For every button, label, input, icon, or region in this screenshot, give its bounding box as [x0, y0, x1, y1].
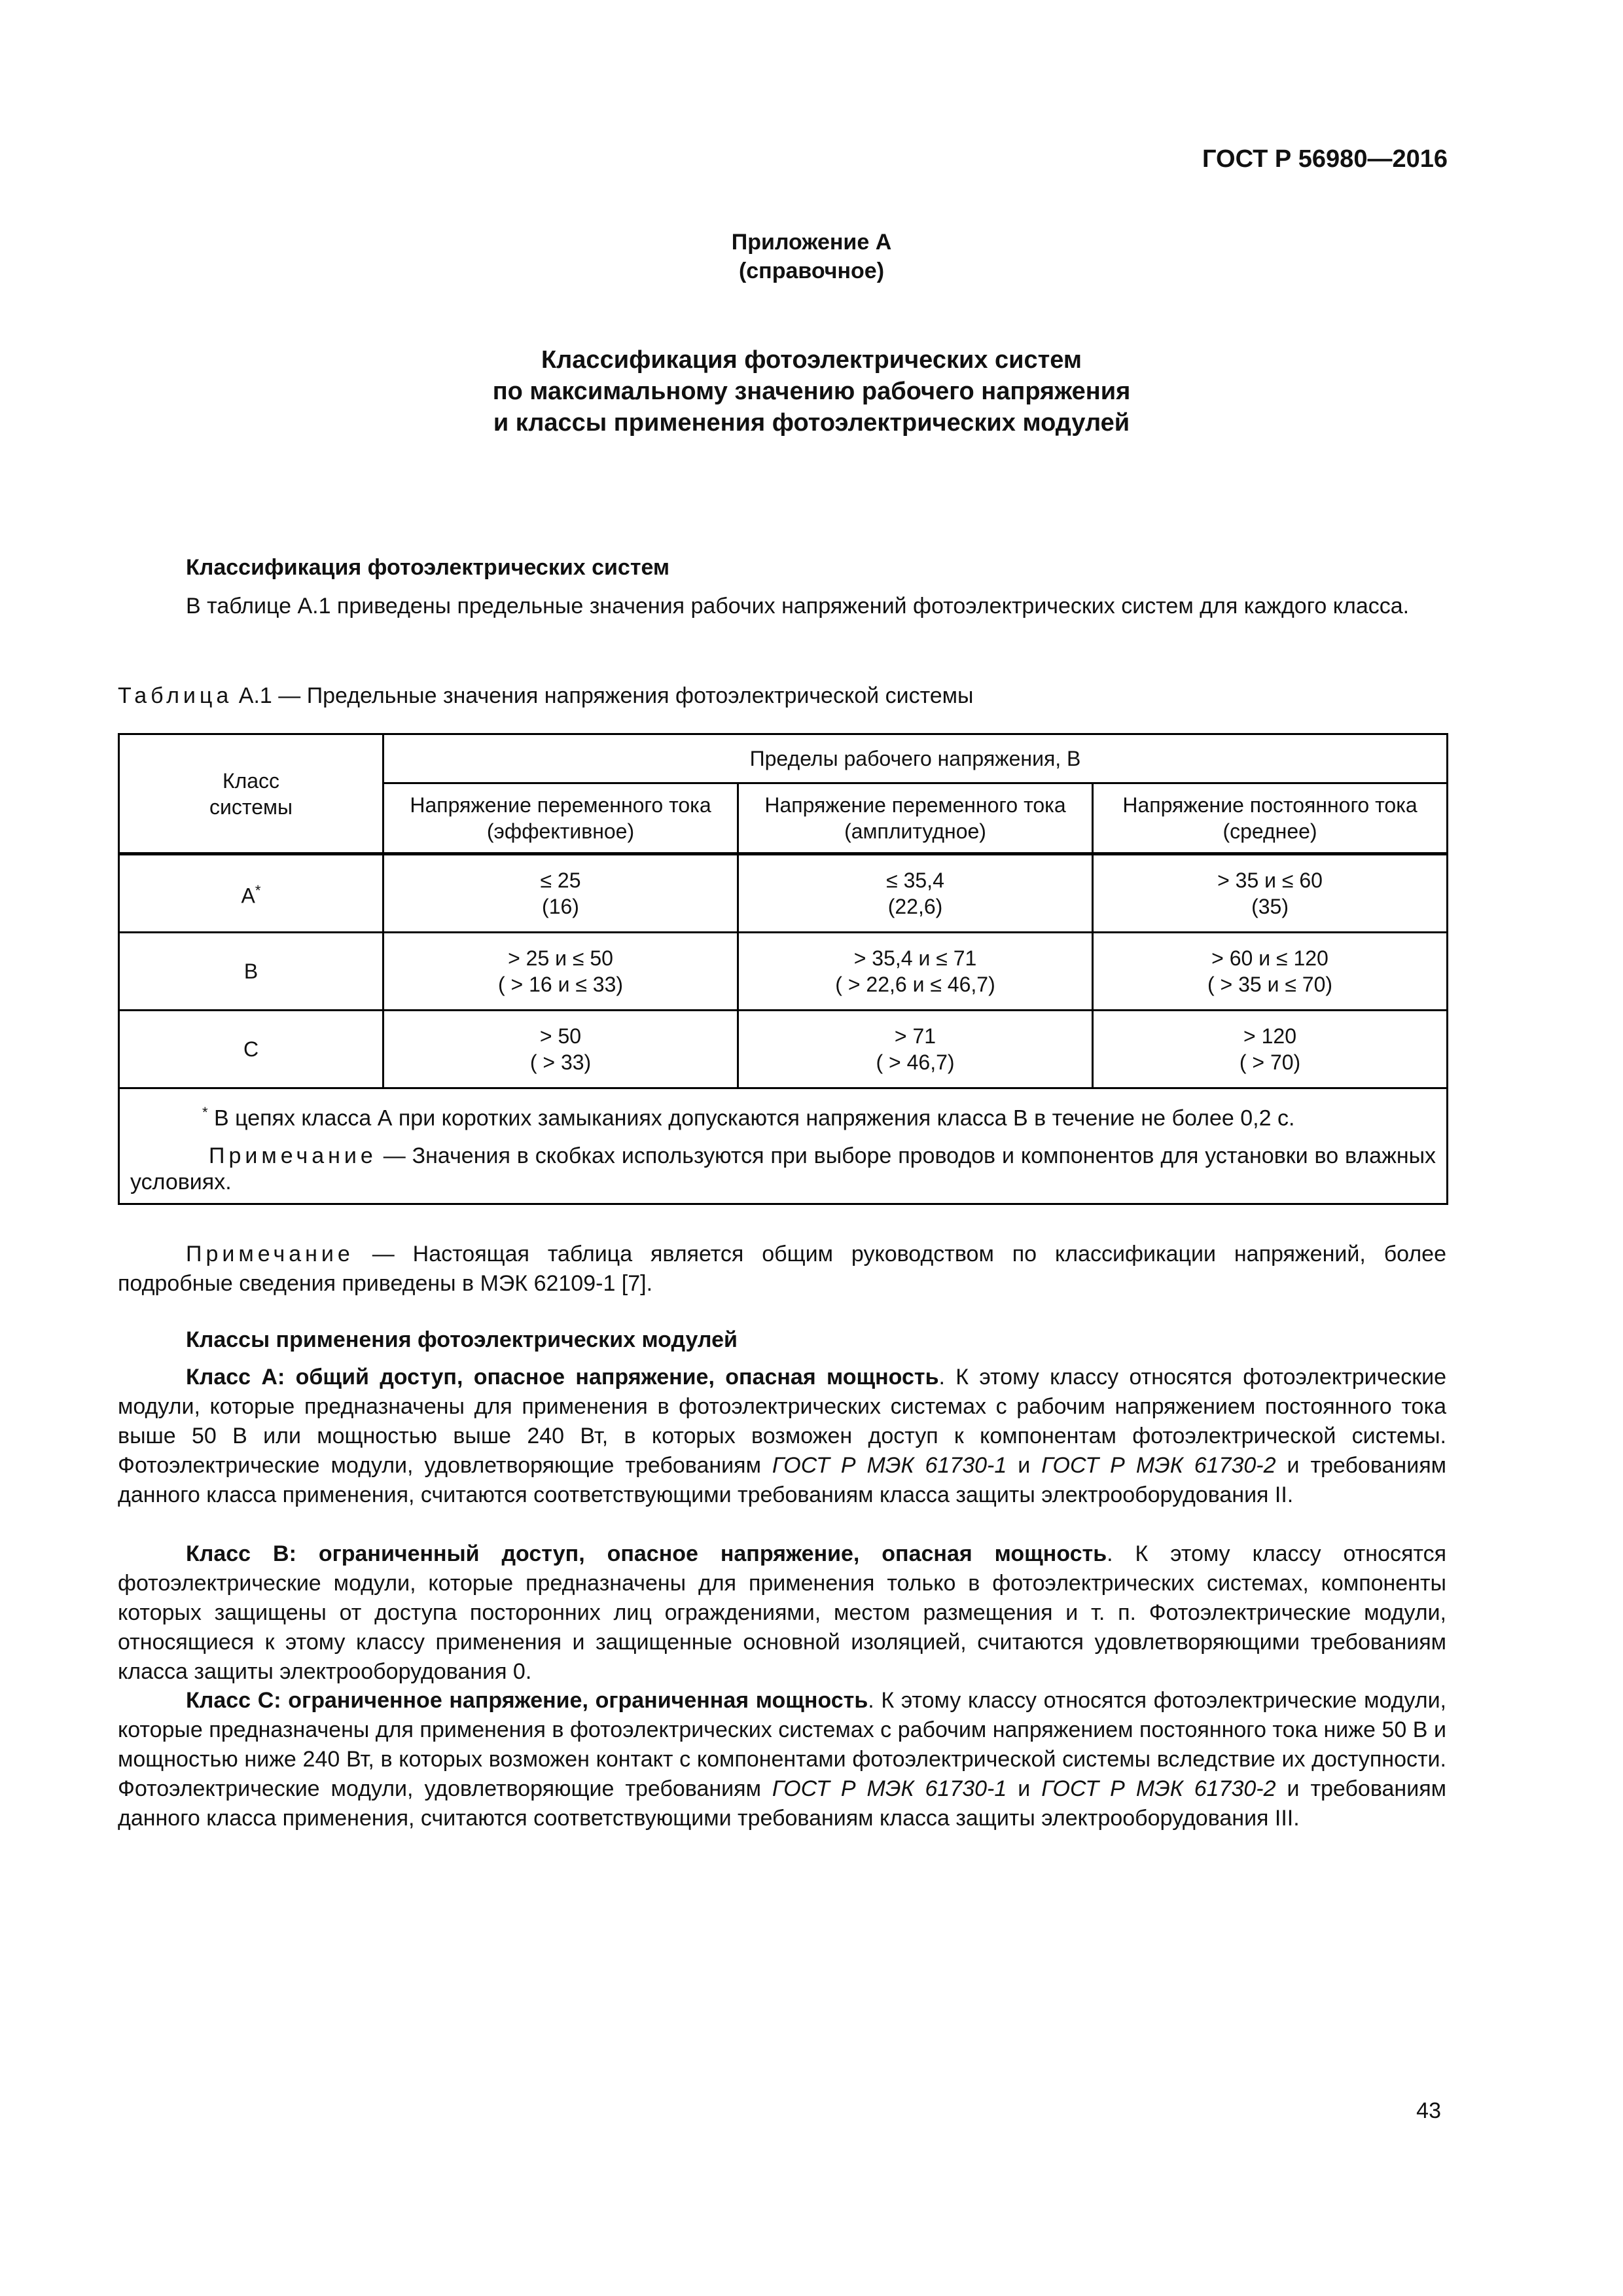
- class-cell: B: [119, 933, 383, 1011]
- subheader-ac-rms: Напряжение переменного тока (эффективное): [383, 783, 738, 854]
- appendix-title: [118, 344, 1505, 439]
- table-row: [119, 854, 1448, 933]
- table-footer-row: [119, 1088, 1448, 1204]
- page-number: 43: [1416, 2098, 1441, 2123]
- value-cell: > 35 и ≤ 60 (35): [1093, 854, 1448, 933]
- value-cell: > 71 ( > 46,7): [738, 1011, 1093, 1088]
- general-note: Примечание — Настоящая таблица является общим руководством по классификации напряжений, более подробные сведения приведены в МЭК 62109-1 [7].: [118, 1242, 1446, 1296]
- value-cell: > 35,4 и ≤ 71 ( > 22,6 и ≤ 46,7): [738, 933, 1093, 1011]
- value-cell: > 50 ( > 33): [383, 1011, 738, 1088]
- value-cell: > 120 ( > 70): [1093, 1011, 1448, 1088]
- class-cell: A*: [119, 854, 383, 933]
- title-line-1: Классификация фотоэлектрических систем: [541, 346, 1082, 374]
- section-heading-modules: Классы применения фотоэлектрических модулей: [186, 1327, 738, 1352]
- table-caption-word: Таблица: [118, 683, 233, 708]
- title-line-2: по максимальному значению рабочего напряжения: [492, 378, 1131, 405]
- table-row: [119, 1011, 1448, 1088]
- section-heading-systems: Классификация фотоэлектрических систем: [186, 555, 670, 580]
- class-cell: C: [119, 1011, 383, 1088]
- class-c-paragraph: Класс С: ограниченное напряжение, ограниченная мощность. К этому классу относятся фотоэлектрические модули, которые предназначены для применения в фотоэлектрических системах с рабочим напряжением постоянного тока ниже 50 В и мощностью ниже 240 Вт, в которых возможен контакт с компонентами фотоэлектрической системы вследствие их доступности. Фотоэлектрические модули, удовлетворяющие требованиям ГОСТ Р МЭК 61730-1 и ГОСТ Р МЭК 61730-2 и требованиям данного класса применения, считаются соответствующими требованиям класса защиты электрооборудования III.: [118, 1688, 1447, 1831]
- title-line-3: и классы применения фотоэлектрических модулей: [493, 409, 1130, 437]
- standard-number: ГОСТ Р 56980—2016: [1202, 145, 1448, 173]
- class-b-paragraph: Класс В: ограниченный доступ, опасное напряжение, опасная мощность. К этому классу относятся фотоэлектрические модули, которые предназначены для применения только в фотоэлектрических системах, компоненты которых защищены от доступа посторонних лиц ограждениями, местом размещения и т. п. Фотоэлектрические модули, относящиеся к этому классу применения и защищенные основной изоляцией, считаются удовлетворяющими требованиям класса защиты электрооборудования 0.: [118, 1541, 1446, 1684]
- header-group-cell: Пределы рабочего напряжения, В: [383, 734, 1448, 783]
- value-cell: > 60 и ≤ 120 ( > 35 и ≤ 70): [1093, 933, 1448, 1011]
- voltage-limits-table: [118, 733, 1448, 1205]
- appendix-label: Приложение А: [731, 230, 892, 255]
- value-cell: > 25 и ≤ 50 ( > 16 и ≤ 33): [383, 933, 738, 1011]
- value-cell: ≤ 35,4 (22,6): [738, 854, 1093, 933]
- header-class-cell: Класс системы: [119, 734, 383, 854]
- table-note: Примечание — Значения в скобках используются при выборе проводов и компонентов для установки во влажных условиях.: [130, 1143, 1436, 1195]
- class-a-paragraph: Класс А: общий доступ, опасное напряжение, опасная мощность. К этому классу относятся фотоэлектрические модули, которые предназначены для применения в фотоэлектрических системах с рабочим напряжением постоянного тока выше 50 В или мощностью выше 240 Вт, в которых возможен доступ к компонентам фотоэлектрической системы. Фотоэлектрические модули, удовлетворяющие требованиям ГОСТ Р МЭК 61730-1 и ГОСТ Р МЭК 61730-2 и требованиям данного класса применения, считаются соответствующими требованиям класса защиты электрооборудования II.: [118, 1365, 1446, 1507]
- table-row: [119, 933, 1448, 1011]
- table-footer-cell: [119, 1088, 1448, 1204]
- value-cell: ≤ 25 (16): [383, 854, 738, 933]
- subheader-ac-peak: Напряжение переменного тока (амплитудное): [738, 783, 1093, 854]
- appendix-type: (справочное): [738, 259, 885, 283]
- section-paragraph-systems: В таблице А.1 приведены предельные значения рабочих напряжений фотоэлектрических систем для каждого класса.: [186, 594, 1410, 619]
- subheader-dc-mean: Напряжение постоянного тока (среднее): [1093, 783, 1448, 854]
- appendix-heading: [118, 228, 1505, 285]
- table-footnote: * В цепях класса А при коротких замыканиях допускаются напряжения класса В в течение не более 0,2 с.: [202, 1104, 1295, 1131]
- table-header-row: [119, 734, 1448, 783]
- table-caption-text: А.1 — Предельные значения напряжения фотоэлектрической системы: [238, 683, 974, 708]
- table-caption: [118, 683, 973, 709]
